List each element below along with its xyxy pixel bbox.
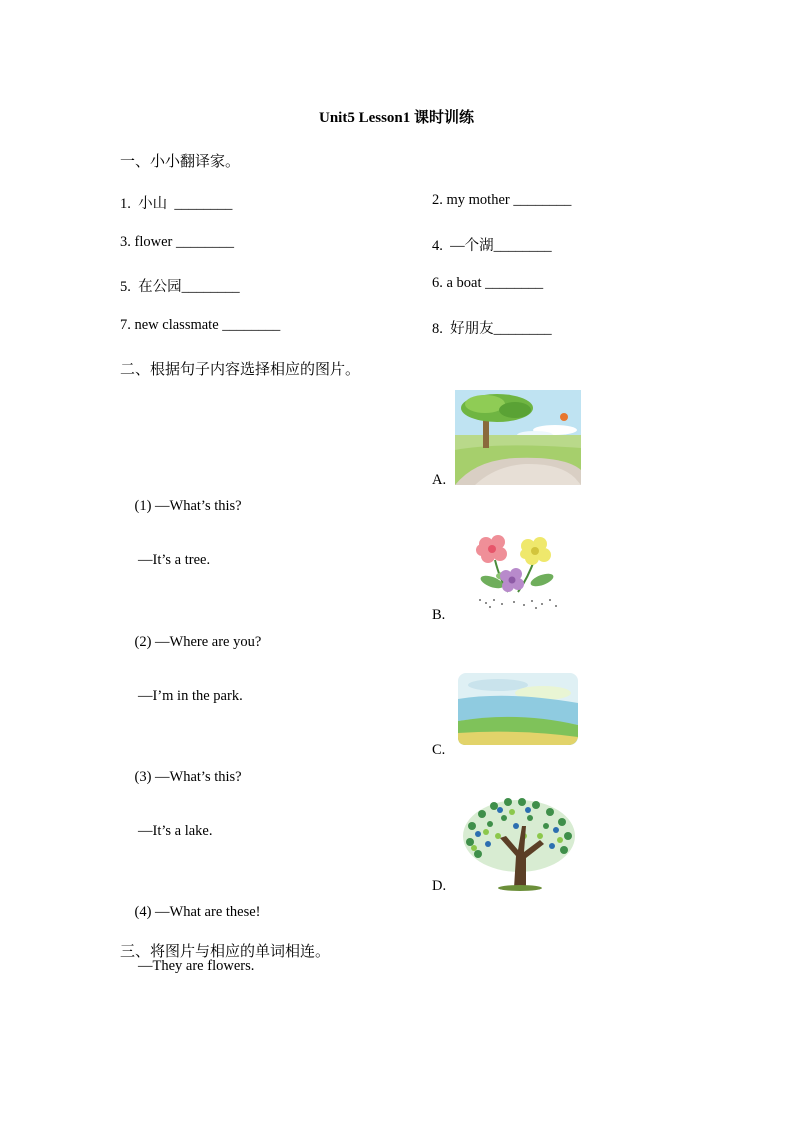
translate-item-5: 5. 在公园________: [120, 279, 240, 295]
lake-image: [458, 673, 578, 745]
section3-heading: 三、将图片与相应的单词相连。: [120, 944, 331, 960]
park-scene-image: [455, 390, 581, 485]
question-1-a: —It’s a tree.: [138, 552, 211, 568]
flowers-image: [470, 530, 565, 610]
translate-item-4: 4. —个湖________: [432, 238, 552, 254]
translate-item-1: 1. 小山 ________: [120, 196, 233, 212]
question-3-a: —It’s a lake.: [138, 823, 213, 839]
worksheet-title: Unit5 Lesson1 课时训练: [318, 110, 475, 126]
option-d-label: D.: [432, 878, 447, 894]
question-4-q: (4) —What are these!: [134, 904, 261, 920]
translate-item-3: 3. flower ________: [120, 234, 234, 250]
question-1-q: (1) —What’s this?: [134, 498, 242, 514]
question-3-q: (3) —What’s this?: [134, 769, 242, 785]
question-2-a: —I’m in the park.: [138, 688, 243, 704]
option-b-label: B.: [432, 607, 446, 623]
section2-heading: 二、根据句子内容选择相应的图片。: [120, 362, 361, 378]
tree-image: [460, 796, 578, 891]
option-c-label: C.: [432, 742, 446, 758]
translate-item-7: 7. new classmate ________: [120, 317, 281, 333]
translate-item-6: 6. a boat ________: [432, 275, 544, 291]
question-4-a: —They are flowers.: [138, 958, 255, 974]
translate-item-2: 2. my mother ________: [432, 192, 572, 208]
question-2-q: (2) —Where are you?: [134, 634, 262, 650]
translate-item-8: 8. 好朋友________: [432, 321, 552, 337]
section1-heading: 一、小小翻译家。: [120, 154, 241, 170]
option-a-label: A.: [432, 472, 447, 488]
